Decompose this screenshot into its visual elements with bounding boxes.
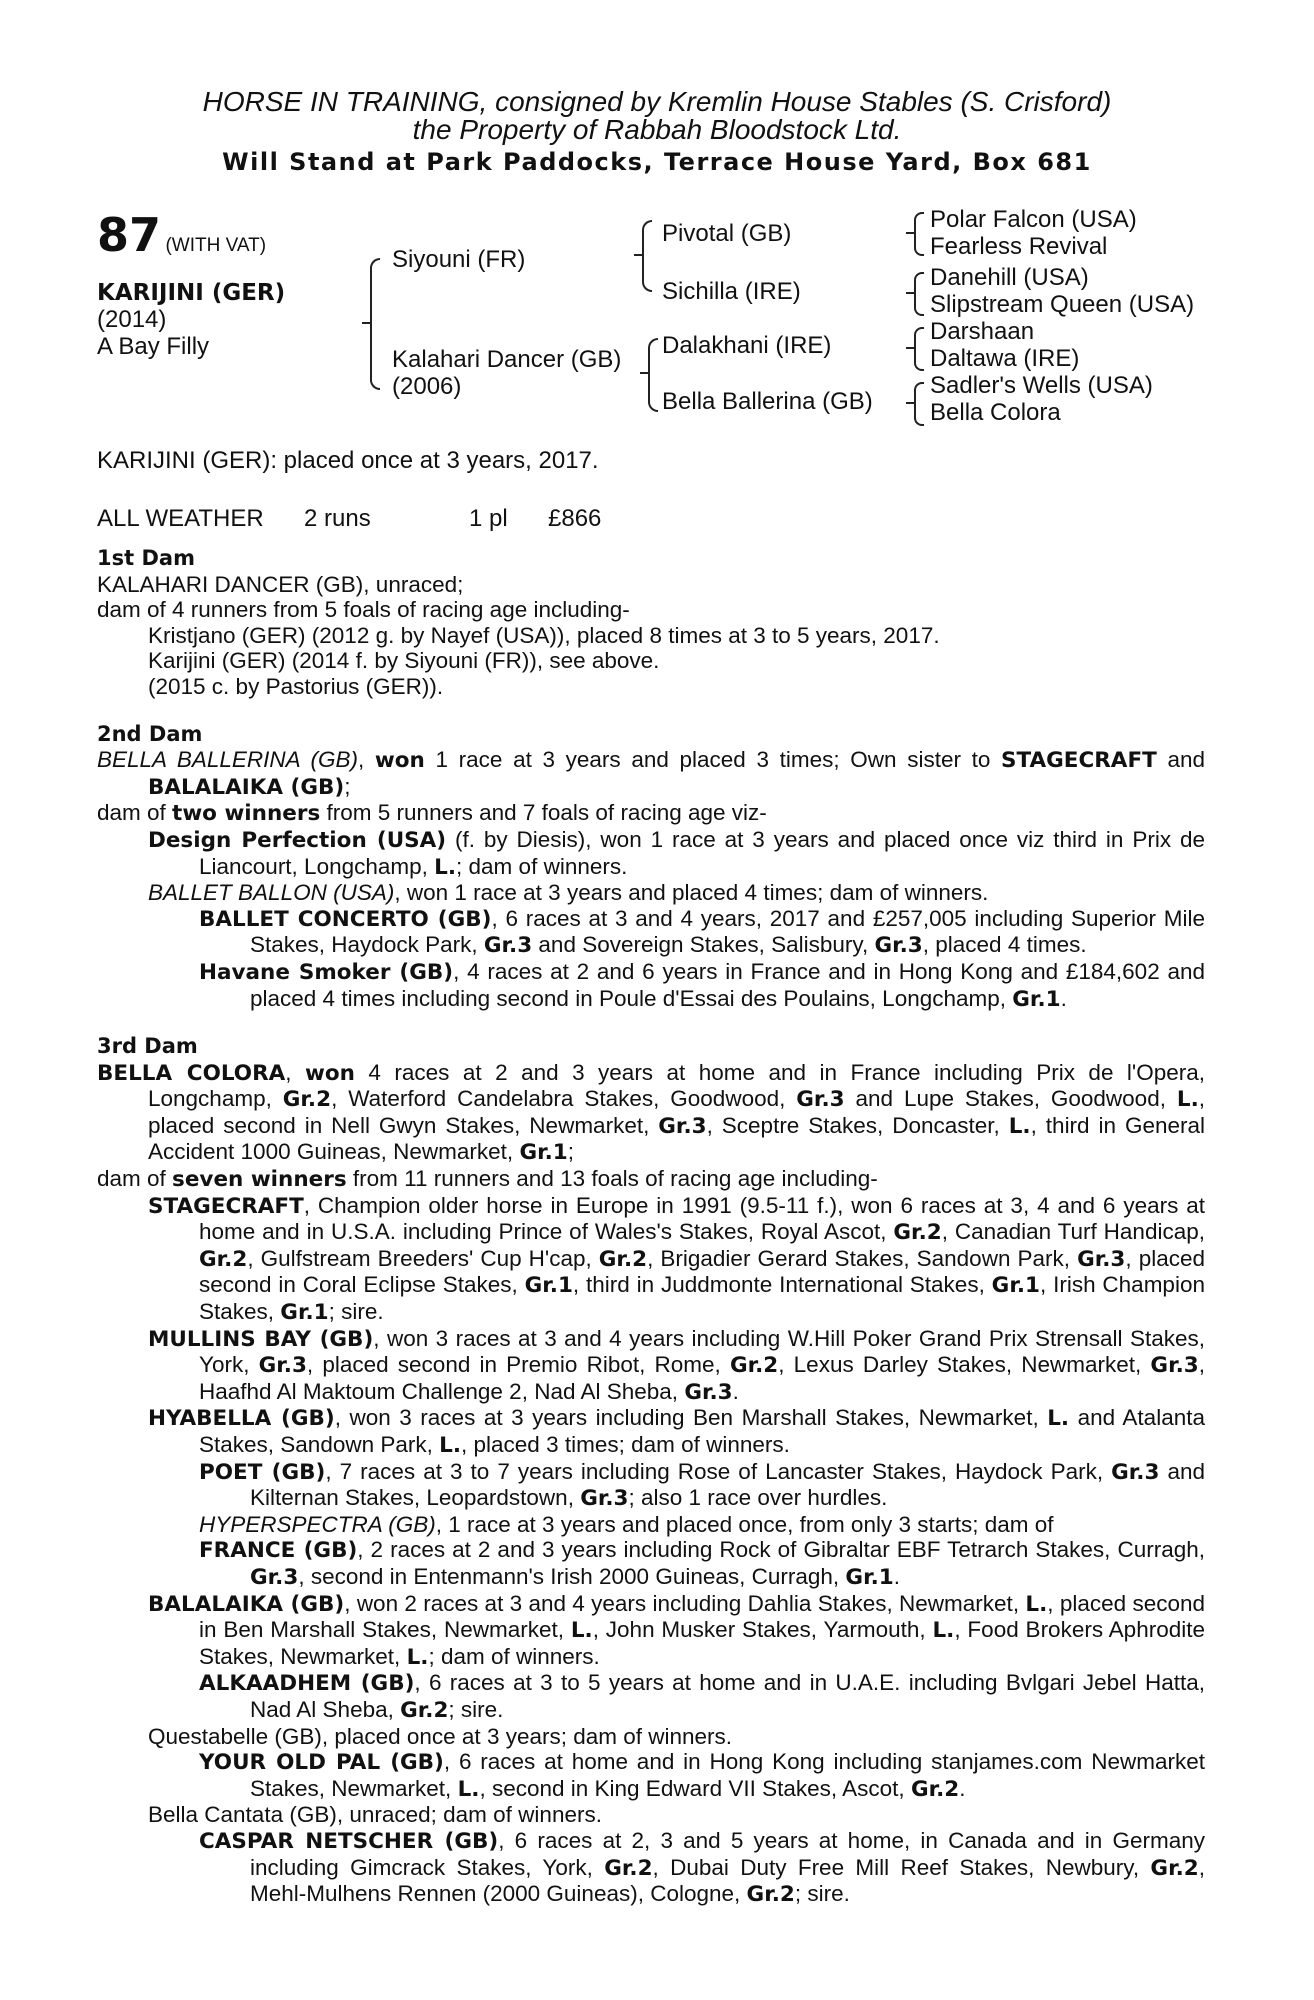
produce-entry: Kristjano (GER) (2012 g. by Nayef (USA)), placed 8 times at 3 to 5 years, 2017. (148, 622, 940, 648)
produce-entry: HYABELLA (GB), won 3 races at 3 years including Ben Marshall Stakes, Newmarket, L. and Atalanta Stakes, Sandown Park, L., placed 3 times; dam of winners. (148, 1405, 1205, 1458)
aw-label: ALL WEATHER (97, 505, 264, 532)
pedigree-dds: Sadler's Wells (USA) (930, 372, 1153, 399)
pedigree-bracket-g3 (914, 327, 924, 371)
pedigree-bracket-sire (642, 220, 652, 292)
produce-entry: YOUR OLD PAL (GB), 6 races at home and in Hong Kong including stanjames.com Newmarket Stakes, Newmarket, L., second in King Edward VII Stakes, Ascot, Gr.2. (199, 1749, 1205, 1802)
produce-entry: POET (GB), 7 races at 3 to 7 years including Rose of Lancaster Stakes, Haydock Park, Gr.3 and Kilternan Stakes, Leopardstown, Gr.3; also 1 race over hurdles. (199, 1458, 1206, 1512)
pedigree-ddd: Bella Colora (930, 399, 1061, 426)
first-dam-produce-intro: dam of 4 runners from 5 foals of racing age including- (97, 597, 630, 623)
vat-note: (WITH VAT) (165, 235, 267, 256)
pedigree-bracket-g1 (914, 212, 924, 256)
pedigree-dam-dam: Bella Ballerina (GB) (662, 388, 873, 415)
pedigree-bracket-g3-point (906, 347, 914, 349)
pedigree-sss: Polar Falcon (USA) (930, 206, 1137, 233)
pedigree-dam-year: (2006) (392, 373, 462, 400)
produce-entry: ALKAADHEM (GB), 6 races at 3 to 5 years at home and in U.A.E. including Bvlgari Jebel Hatta, Nad Al Sheba, Gr.2; sire. (199, 1670, 1206, 1723)
pedigree-dsd: Daltawa (IRE) (930, 345, 1080, 372)
pedigree-sds: Danehill (USA) (930, 264, 1089, 291)
header-property: the Property of Rabbah Bloodstock Ltd. (412, 114, 902, 145)
third-dam-record: BELLA COLORA, won 4 races at 2 and 3 years at home and in France including Prix de l'Opera, Longchamp, Gr.2, Waterford Candelabra Stakes, Goodwood, Gr.3 and Lupe Stakes, Goodwood, L., placed second in Nell Gwyn Stakes, Newmarket, Gr.3, Sceptre Stakes, Doncaster, L., third in General Accident 1000 Guineas, Newmarket, Gr.1; (97, 1059, 1206, 1166)
produce-entry: Questabelle (GB), placed once at 3 years; dam of winners. (148, 1723, 733, 1749)
produce-entry: BALLET BALLON (USA), won 1 race at 3 years and placed 4 times; dam of winners. (148, 880, 989, 906)
first-dam-heading: 1st Dam (97, 546, 195, 570)
aw-runs: 2 runs (304, 505, 371, 532)
pedigree-ssd: Fearless Revival (930, 233, 1108, 260)
produce-entry: Havane Smoker (GB), 4 races at 2 and 6 years in France and in Hong Kong and £184,602 and placed 4 times including second in Poule d'Essai des Poulains, Longchamp, Gr.1. (199, 958, 1205, 1012)
pedigree-dss: Darshaan (930, 318, 1035, 345)
third-dam-produce-intro: dam of seven winners from 11 runners and 13 foals of racing age including- (97, 1166, 878, 1193)
produce-entry: Bella Cantata (GB), unraced; dam of winners. (148, 1802, 602, 1828)
pedigree-sire-sire: Pivotal (GB) (662, 220, 792, 247)
aw-placed: 1 pl (469, 505, 508, 532)
produce-entry: MULLINS BAY (GB), won 3 races at 3 and 4 years including W.Hill Poker Grand Prix Strensall Stakes, York, Gr.3, placed second in Premio Ribot, Rome, Gr.2, Lexus Darley Stakes, Newmarket, Gr.3, Haafhd Al Maktoum Challenge 2, Nad Al Sheba, Gr.3. (148, 1325, 1205, 1405)
race-summary: KARIJINI (GER): placed once at 3 years, 2017. (97, 447, 599, 474)
pedigree-dam: Kalahari Dancer (GB) (392, 346, 622, 373)
horse-name: KARIJINI (GER) (97, 280, 286, 306)
produce-entry: Design Perfection (USA) (f. by Diesis), won 1 race at 3 years and placed once viz third in Prix de Liancourt, Longchamp, L.; dam of winners. (148, 826, 1205, 880)
pedigree-bracket-dam (648, 338, 658, 412)
produce-entry: (2015 c. by Pastorius (GER)). (148, 673, 444, 699)
header-location: Will Stand at Park Paddocks, Terrace House Yard, Box 681 (222, 148, 1092, 176)
horse-description: A Bay Filly (97, 333, 210, 360)
produce-entry: Karijini (GER) (2014 f. by Siyouni (FR)), see above. (148, 648, 660, 674)
pedigree-bracket-dam-point (640, 372, 648, 374)
pedigree-dam-sire: Dalakhani (IRE) (662, 332, 832, 359)
aw-earnings: £866 (548, 505, 602, 532)
pedigree-bracket-sire-point (634, 254, 642, 256)
produce-entry: BALALAIKA (GB), won 2 races at 3 and 4 years including Dahlia Stakes, Newmarket, L., placed second in Ben Marshall Stakes, Newmarket, L., John Musker Stakes, Yarmouth, L., Food Brokers Aphrodite Stakes, Newmarket, L.; dam of winners. (148, 1590, 1205, 1670)
produce-entry: FRANCE (GB), 2 races at 2 and 3 years including Rock of Gibraltar EBF Tetrarch Stakes, Curragh, Gr.3, second in Entenmann's Irish 2000 Guineas, Curragh, Gr.1. (199, 1537, 1205, 1590)
family-record (97, 546, 1205, 1908)
pedigree-sire-dam: Sichilla (IRE) (662, 278, 801, 305)
second-dam-record: BELLA BALLERINA (GB), won 1 race at 3 years and placed 3 times; Own sister to STAGECRAFT and BALALAIKA (GB); (97, 747, 1205, 800)
third-dam-heading: 3rd Dam (97, 1034, 198, 1059)
produce-entry: CASPAR NETSCHER (GB), 6 races at 2, 3 and 5 years at home, in Canada and in Germany including Gimcrack Stakes, York, Gr.2, Dubai Duty Free Mill Reef Stakes, Newbury, Gr.2, Mehl-Mulhens Rennen (2000 Guineas), Cologne, Gr.2; sire. (199, 1827, 1206, 1908)
pedigree-sire: Siyouni (FR) (392, 246, 526, 273)
pedigree-bracket-g4 (914, 382, 924, 426)
produce-entry: BALLET CONCERTO (GB), 6 races at 3 and 4 years, 2017 and £257,005 including Superior Mile Stakes, Haydock Park, Gr.3 and Sovereign Stakes, Salisbury, Gr.3, placed 4 times. (199, 905, 1205, 959)
produce-entry: STAGECRAFT, Champion older horse in Europe in 1991 (9.5-11 f.), won 6 races at 3, 4 and 6 years at home and in U.S.A. including Prince of Wales's Stakes, Royal Ascot, Gr.2, Canadian Turf Handicap, Gr.2, Gulfstream Breeders' Cup H'cap, Gr.2, Brigadier Gerard Stakes, Sandown Park, Gr.3, placed second in Coral Eclipse Stakes, Gr.1, third in Juddmonte International Stakes, Gr.1, Irish Champion Stakes, Gr.1; sire. (148, 1192, 1205, 1326)
second-dam-produce-intro: dam of two winners from 5 runners and 7 foals of racing age viz- (97, 800, 767, 827)
pedigree-bracket-g2-point (906, 292, 914, 294)
pedigree-bracket-main-point (362, 322, 370, 324)
second-dam-heading: 2nd Dam (97, 721, 203, 746)
lot-heading (97, 208, 266, 262)
pedigree-bracket-g1-point (906, 232, 914, 234)
header-consignor: HORSE IN TRAINING, consigned by Kremlin House Stables (S. Crisford) (202, 86, 1112, 117)
pedigree-bracket-g4-point (906, 402, 914, 404)
first-dam-line: KALAHARI DANCER (GB), unraced; (97, 571, 464, 597)
pedigree-sdd: Slipstream Queen (USA) (930, 291, 1195, 318)
pedigree-bracket-g2 (914, 272, 924, 316)
horse-year: (2014) (97, 306, 167, 333)
lot-number: 87 (97, 208, 162, 262)
produce-entry: HYPERSPECTRA (GB), 1 race at 3 years and placed once, from only 3 starts; dam of (199, 1511, 1054, 1537)
pedigree-bracket-main (370, 258, 380, 390)
